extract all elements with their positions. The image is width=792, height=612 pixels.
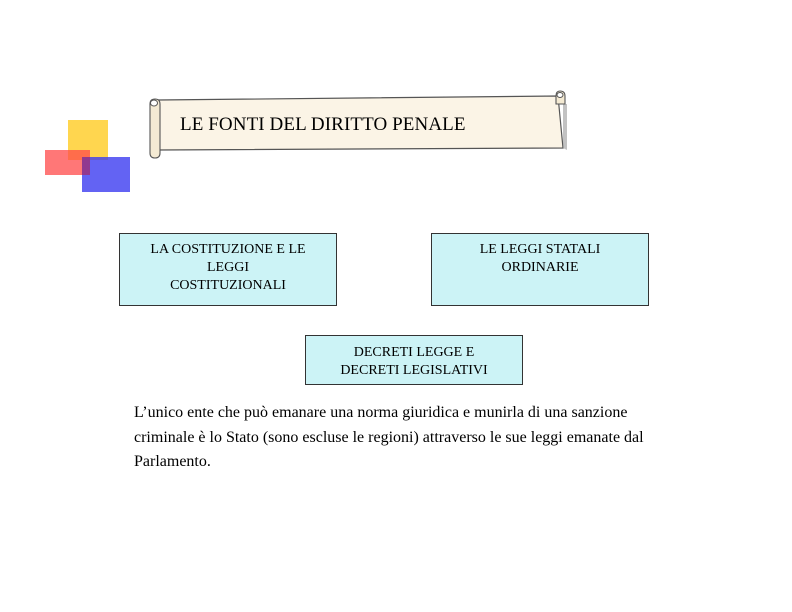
box-leggi-statali-line-1: LE LEGGI STATALI (479, 242, 601, 257)
body-paragraph: L’unico ente che può emanare una norma giuridica e munirla di una sanzione criminale è lo Stato (sono escluse le regioni) attraverso le sue leggi emanate dal Parlamento. (134, 404, 644, 470)
box-leggi-statali (431, 233, 649, 306)
box-costituzione-line-1: LA COSTITUZIONE E LE (150, 242, 306, 257)
box-costituzione (119, 233, 337, 306)
slide-title: LE FONTI DEL DIRITTO PENALE (180, 114, 466, 135)
box-costituzione-line-2: LEGGI (207, 260, 249, 275)
box-leggi-statali-line-2: ORDINARIE (501, 260, 579, 275)
box-decreti (305, 335, 523, 385)
box-costituzione-line-3: COSTITUZIONALI (170, 278, 286, 293)
box-decreti-line-2: DECRETI LEGISLATIVI (340, 363, 488, 378)
box-decreti-line-1: DECRETI LEGGE E (353, 345, 475, 360)
